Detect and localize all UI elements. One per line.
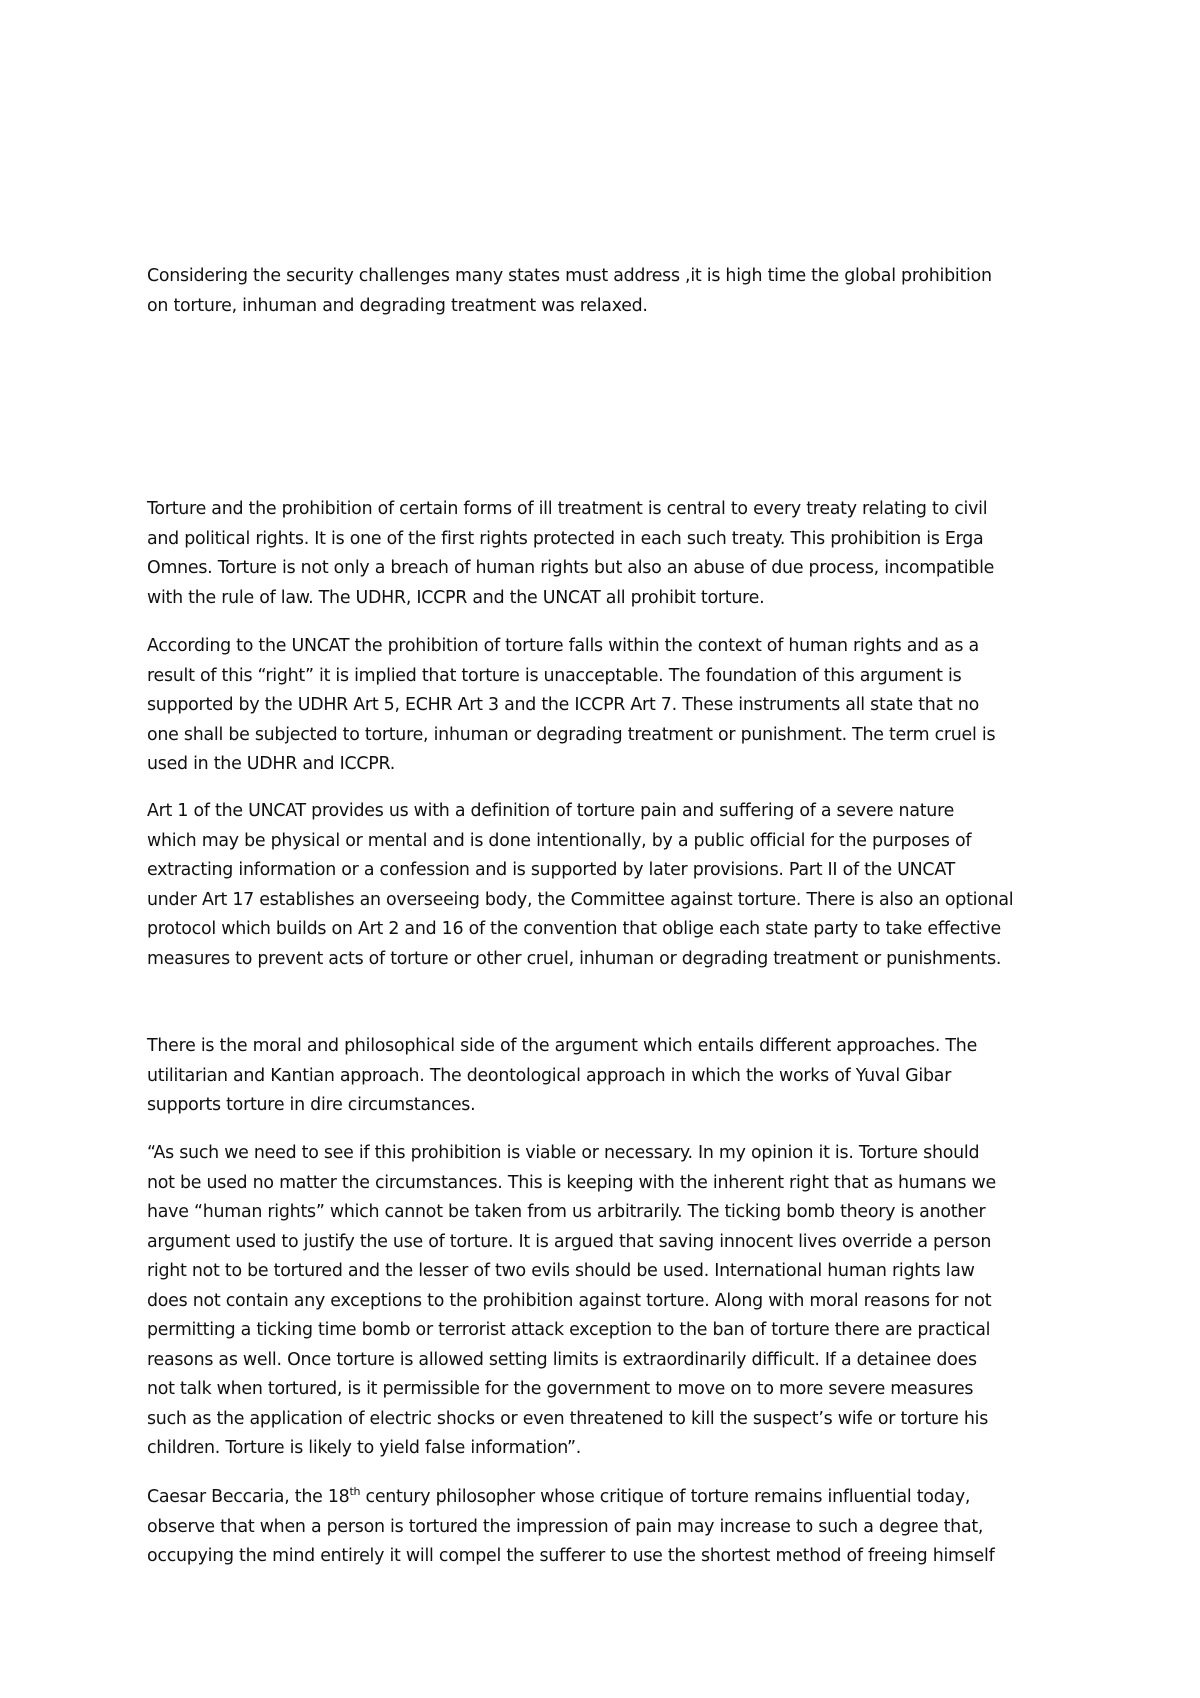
paragraph-torture-prohibition xyxy=(147,495,1067,613)
text-line: one shall be subjected to torture, inhuman or degrading treatment or punishment. The term cruel is xyxy=(147,724,996,745)
paragraph-uncat xyxy=(147,632,1067,780)
text-line xyxy=(147,1483,1067,1513)
text-line: used in the UDHR and ICCPR. xyxy=(147,754,395,774)
text-line: on torture, inhuman and degrading treatment was relaxed. xyxy=(147,295,648,316)
text-run: Caesar Beccaria, the 18 xyxy=(147,1487,350,1507)
text-line: and political rights. It is one of the first rights protected in each such treaty. This prohibition is Erga xyxy=(147,528,984,549)
intro-paragraph xyxy=(147,262,1067,321)
text-line: does not contain any exceptions to the prohibition against torture. Along with moral reasons for not xyxy=(147,1290,992,1311)
text-line: observe that when a person is tortured the impression of pain may increase to such a degree that, xyxy=(147,1516,984,1537)
text-line: right not to be tortured and the lesser of two evils should be used. International human rights law xyxy=(147,1261,975,1281)
text-line: protocol which builds on Art 2 and 16 of the convention that oblige each state party to take effective xyxy=(147,919,1001,939)
text-line: reasons as well. Once torture is allowed setting limits is extraordinarily difficult. If a detainee does xyxy=(147,1349,977,1370)
superscript: th xyxy=(349,1485,361,1498)
text-line: not talk when tortured, is it permissible for the government to move on to more severe measures xyxy=(147,1379,974,1399)
text-line: supported by the UDHR Art 5, ECHR Art 3 and the ICCPR Art 7. These instruments all state that no xyxy=(147,695,979,715)
text-line: measures to prevent acts of torture or other cruel, inhuman or degrading treatment or punishments. xyxy=(147,948,1002,969)
text-run: century philosopher whose critique of torture remains influential today, xyxy=(360,1487,971,1507)
text-line: occupying the mind entirely it will compel the sufferer to use the shortest method of freeing himself xyxy=(147,1546,995,1566)
text-line: Considering the security challenges many states must address ,it is high time the global prohibition xyxy=(147,266,992,286)
text-line: There is the moral and philosophical side of the argument which entails different approaches. The xyxy=(147,1036,978,1056)
text-line: “As such we need to see if this prohibition is viable or necessary. In my opinion it is. Torture should xyxy=(147,1143,980,1163)
text-line: have “human rights” which cannot be taken from us arbitrarily. The ticking bomb theory is another xyxy=(147,1202,986,1222)
text-line: not be used no matter the circumstances. This is keeping with the inherent right that as humans we xyxy=(147,1172,996,1193)
text-line: argument used to justify the use of torture. It is argued that saving innocent lives override a person xyxy=(147,1231,992,1252)
text-line: utilitarian and Kantian approach. The deontological approach in which the works of Yuval Gibar xyxy=(147,1065,952,1086)
text-line: Torture and the prohibition of certain forms of ill treatment is central to every treaty relating to civil xyxy=(147,499,988,519)
text-line: supports torture in dire circumstances. xyxy=(147,1095,476,1115)
text-line: result of this “right” it is implied that torture is unacceptable. The foundation of this argument is xyxy=(147,665,962,686)
paragraph-beccaria xyxy=(147,1483,1067,1572)
text-line: with the rule of law. The UDHR, ICCPR and the UNCAT all prohibit torture. xyxy=(147,587,765,608)
text-line: children. Torture is likely to yield false information”. xyxy=(147,1438,582,1458)
text-line: permitting a ticking time bomb or terrorist attack exception to the ban of torture there are practical xyxy=(147,1320,991,1340)
text-line: which may be physical or mental and is done intentionally, by a public official for the purposes of xyxy=(147,830,972,851)
text-line: Omnes. Torture is not only a breach of human rights but also an abuse of due process, incompatible xyxy=(147,558,995,578)
paragraph-art1-definition xyxy=(147,797,1067,974)
paragraph-quote-ticking-bomb xyxy=(147,1139,1067,1464)
paragraph-moral-philosophical xyxy=(147,1032,1067,1121)
text-line: under Art 17 establishes an overseeing body, the Committee against torture. There is also an optional xyxy=(147,889,1014,910)
text-line: such as the application of electric shocks or even threatened to kill the suspect’s wife or torture his xyxy=(147,1408,989,1429)
text-line: Art 1 of the UNCAT provides us with a definition of torture pain and suffering of a severe nature xyxy=(147,801,955,821)
text-line: According to the UNCAT the prohibition of torture falls within the context of human rights and as a xyxy=(147,636,979,656)
text-line: extracting information or a confession and is supported by later provisions. Part II of the UNCAT xyxy=(147,860,955,880)
